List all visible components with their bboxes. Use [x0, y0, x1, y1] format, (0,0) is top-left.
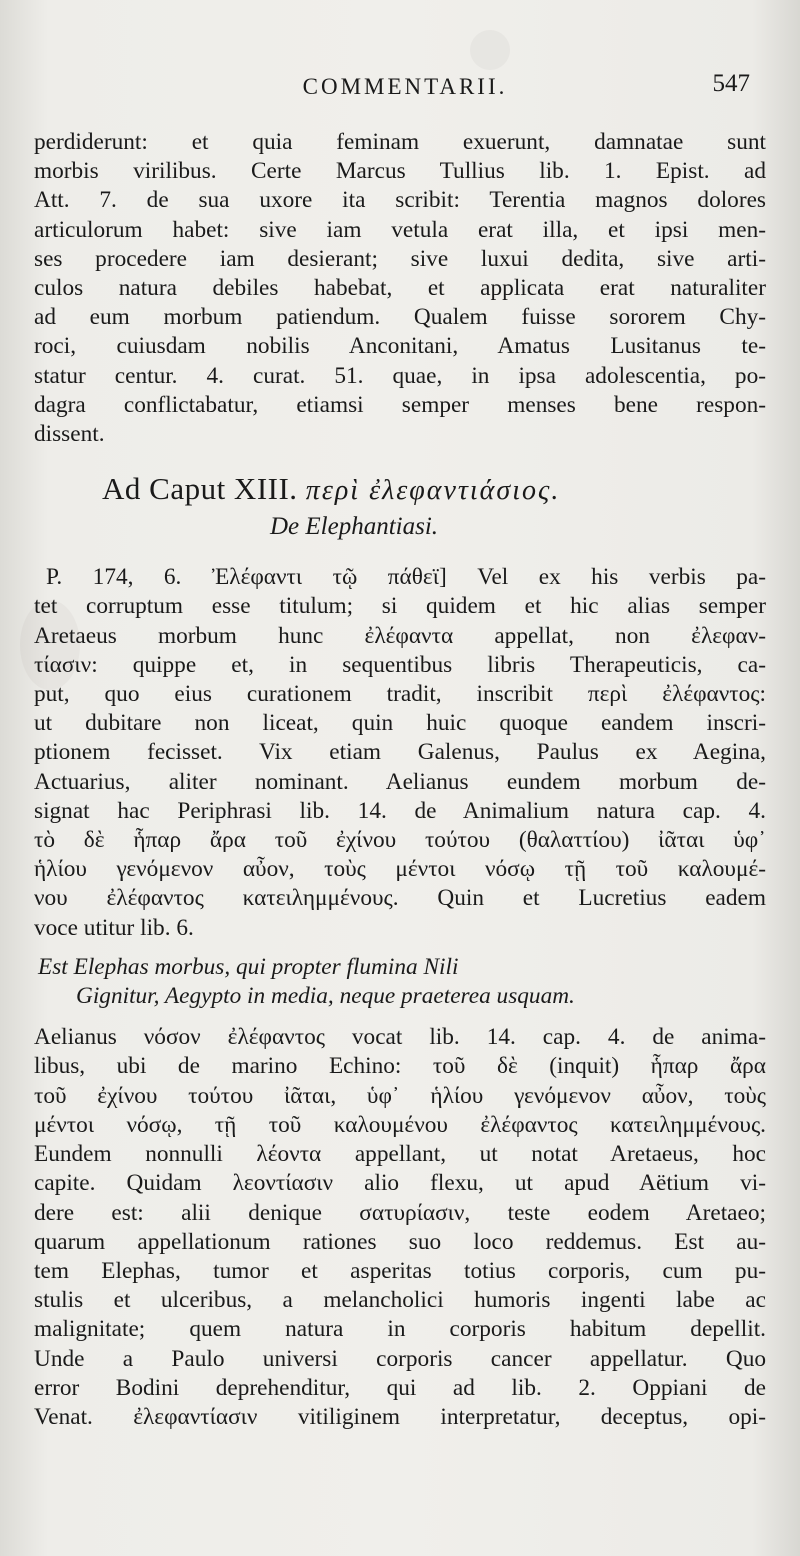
text-line: culos natura debiles habebat, et applicata erat naturaliter — [34, 275, 766, 302]
text-line: Actuarius, aliter nominant. Aelianus eundem morbum de- — [34, 768, 766, 795]
main-text — [34, 128, 766, 1432]
paragraph-1 — [34, 128, 766, 449]
text-line: Eundem nonnulli λέοντα appellant, ut notat Aretaeus, hoc — [34, 1141, 766, 1168]
text-line: quarum appellationum rationes suo loco reddemus. Est au- — [34, 1228, 766, 1255]
running-head: COMMENTARII. — [302, 74, 508, 99]
text-line: μέντοι νόσῳ, τῇ τοῦ καλουμένου ἐλέφαντος κατειλημμένους. — [34, 1111, 766, 1138]
heading-prefix: Ad Caput XIII. — [102, 471, 298, 507]
text-line: τὸ δὲ ἧπαρ ἄρα τοῦ ἐχίνου τούτου (θαλαττίου) ἰᾶται ὑφ᾽ — [34, 827, 766, 854]
text-line: dagra conflictabatur, etiamsi semper menses bene respon- — [34, 391, 766, 418]
text-line: libus, ubi de marino Echino: τοῦ δὲ (inquit) ἧπαρ ἄρα — [34, 1053, 766, 1080]
text-line: ut dubitare non liceat, quin huic quoque eandem inscri- — [34, 710, 766, 737]
text-line: Venat. ἐλεφαντίασιν vitiliginem interpretatur, deceptus, opi- — [34, 1403, 766, 1430]
verse-quotation — [34, 953, 766, 1011]
text-line: νου ἐλέφαντος κατειλημμένους. Quin et Lucretius eadem — [34, 885, 766, 912]
paper-stain — [470, 30, 510, 70]
text-line: roci, cuiusdam nobilis Anconitani, Amatus Lusitanus te- — [34, 333, 766, 360]
text-line: dissent. — [34, 421, 105, 448]
chapter-heading — [34, 471, 766, 509]
page-header — [46, 68, 764, 108]
heading-greek: περὶ ἐλεφαντιάσιος. — [305, 475, 561, 507]
text-line: Att. 7. de sua uxore ita scribit: Terentia magnos dolores — [34, 187, 766, 214]
text-line: ἡλίου γενόμενον αὖον, τοὺς μέντοι νόσῳ τῇ τοῦ καλουμέ- — [34, 856, 766, 883]
text-line: error Bodini deprehenditur, qui ad lib. 2. Oppiani de — [34, 1374, 766, 1401]
text-line: tem Elephas, tumor et asperitas totius corporis, cum pu- — [34, 1257, 766, 1284]
text-line: articulorum habet: sive iam vetula erat illa, et ipsi men- — [34, 216, 766, 243]
text-line: capite. Quidam λεοντίασιν alio flexu, ut apud Aëtium vi- — [34, 1170, 766, 1197]
text-line: Gignitur, Aegypto in media, neque praeterea usquam. — [76, 983, 575, 1010]
text-line: malignitate; quem natura in corporis habitum depellit. — [34, 1316, 766, 1343]
text-line: voce utitur lib. 6. — [34, 914, 194, 941]
paragraph-3 — [34, 1023, 766, 1432]
paragraph-2 — [34, 563, 766, 943]
text-line: ses procedere iam desierant; sive luxui dedita, sive arti- — [34, 245, 766, 272]
text-line: ptionem fecisset. Vix etiam Galenus, Paulus ex Aegina, — [34, 739, 766, 766]
text-line: Aretaeus morbum hunc ἐλέφαντα appellat, non ἐλεφαν- — [34, 622, 766, 649]
text-line: τίασιν: quippe et, in sequentibus libris Therapeuticis, ca- — [34, 651, 766, 678]
page-number: 547 — [712, 70, 750, 97]
text-line: Aelianus νόσον ἐλέφαντος vocat lib. 14. cap. 4. de anima- — [34, 1024, 766, 1051]
text-line: Unde a Paulo universi corporis cancer appellatur. Quo — [34, 1345, 766, 1372]
text-line: morbis virilibus. Certe Marcus Tullius lib. 1. Epist. ad — [34, 158, 766, 185]
text-line: perdiderunt: et quia feminam exuerunt, damnatae sunt — [34, 129, 766, 155]
text-line: statur centur. 4. curat. 51. quae, in ipsa adolescentia, po- — [34, 362, 766, 389]
text-line: put, quo eius curationem tradit, inscribit περὶ ἐλέφαντος: — [34, 681, 766, 708]
text-line: signat hac Periphrasi lib. 14. de Animalium natura cap. 4. — [34, 797, 766, 824]
text-line: Est Elephas morbus, qui propter flumina Nili — [38, 953, 459, 980]
text-line: ad eum morbum patiendum. Qualem fuisse sororem Chy- — [34, 304, 766, 331]
text-line: τοῦ ἐχίνου τούτου ἰᾶται, ὑφ᾽ ἡλίου γενόμενον αὖον, τοὺς — [34, 1082, 766, 1109]
text-line: dere est: alii denique σατυρίασιν, teste eodem Aretaeo; — [34, 1199, 766, 1226]
chapter-subheading: De Elephantiasi. — [270, 513, 439, 541]
text-line: stulis et ulceribus, a melancholici humoris ingenti labe ac — [34, 1287, 766, 1314]
text-line: P. 174, 6. Ἐλέφαντι τῷ πάθεϊ] Vel ex his verbis pa- — [46, 564, 766, 591]
text-line: tet corruptum esse titulum; si quidem et hic alias semper — [34, 593, 766, 620]
section-heading — [34, 471, 766, 545]
